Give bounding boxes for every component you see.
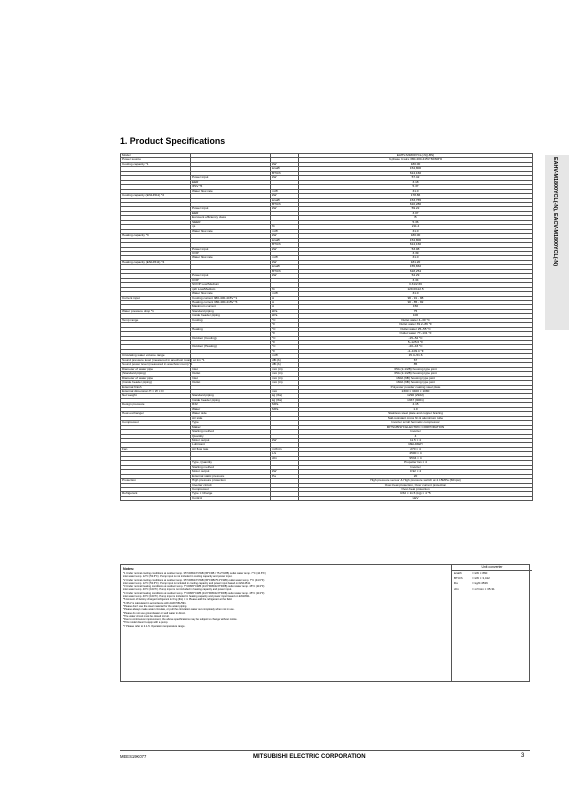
spec-value: Inverter scroll hermetic compressor [299,421,533,425]
notes-title: Notes: [123,567,135,571]
spec-item: High pressure protection [191,479,271,483]
spec-category: Refrigerant [121,492,191,496]
spec-unit: kW [271,207,299,211]
spec-unit: °F [271,341,299,345]
spec-item: EER [191,180,271,184]
spec-item: Inlet [191,367,271,371]
spec-value: 181.20 [299,260,533,264]
spec-unit: kcal/h [271,265,299,269]
spec-category: Diameter of water pipe [121,367,191,371]
spec-value: 1367 (3001) [299,398,533,402]
spec-item: Quantity [191,434,271,438]
spec-item: Inlet [191,376,271,380]
note-line: *Please always make water circulate, or pull the circulation water out completely when not in use. [123,608,235,612]
spec-item: Heating current 380-400-415V *3 [191,300,271,304]
spec-item: Motor output [191,470,271,474]
spec-value: Outlet water 4~30 °C [299,318,533,322]
spec-unit: kg (lbs) [271,394,299,398]
spec-value: 4.15 [299,403,533,407]
spec-value: 160A (6B) housing type joint [299,381,533,385]
note-line: *2 Under normal cooling conditions at outdoor temp. 35°CDB/24°CWB (95°FDB/75.2°FWB) outlet water temp. 7°C (44.6°F) [123,578,265,582]
spec-value: 53.08 [299,247,533,251]
spec-value: MITSUBISHI ELECTRIC CORPORATION [299,425,533,429]
note-line: inlet water temp. 12°C (53.6°F). Pump input is included in cooling capacity and power input based on EN14511. [123,581,251,585]
spec-item: Water [191,407,271,411]
spec-item: External static pressure [191,474,271,478]
spec-item: Power input [191,274,271,278]
spec-unit: % [271,287,299,291]
spec-value: 160A (6B) housing type joint [299,376,533,380]
spec-value: 31.0 [299,189,533,193]
spec-item: Water flow rate [191,229,271,233]
spec-value: Polyester powder coating steel plate [299,385,533,389]
notes-section [123,567,443,628]
spec-item: Cooling current 380-400-415V *1 [191,296,271,300]
spec-item: Eurovent efficiency class [191,216,271,220]
spec-value: Outlet water 25~55 °C [299,327,533,331]
spec-value: 15.4~51.6 [299,354,533,358]
spec-value: 90 - 85 - 82 [299,300,533,304]
spec-value: 1290 (2922) [299,394,533,398]
spec-value: 75 [299,309,533,313]
spec-item: Standard piping [191,394,271,398]
spec-value: 9534 × 4 [299,456,533,460]
spec-value: 5.37 [299,185,533,189]
spec-value: MEL46EH [299,443,533,447]
note-line: *This model doesn't equip with a pump. [123,621,169,625]
unit-formula: = kW × 3,412 [472,576,490,581]
spec-unit: kW [271,194,299,198]
spec-item: ηs [191,225,271,229]
spec-item: IPLV *6 [191,185,271,189]
spec-item: COP [191,278,271,282]
spec-item: SEER [191,220,271,224]
unit-formula: = kg/0.4536 [472,581,488,586]
spec-category: Circulating water volume range [121,354,191,358]
spec-item: Starting method [191,465,271,469]
spec-value: 153,765 [299,198,533,202]
spec-value: Inverter [299,465,533,469]
unit-converter-row [452,587,532,592]
spec-unit: kW [271,247,299,251]
spec-category: External finish [121,385,191,389]
spec-unit: kcal/h [271,198,299,202]
spec-value: 54.29 [299,274,533,278]
note-line: *4 Under normal heating conditions at outdoor temp. 7°CDB/6°CWB (44.6°FDB/42.8°FWB) outlet water temp. 45°C (113°F) [123,591,265,595]
spec-value: 5~125.6 °F [299,341,533,345]
spec-category: Temp range [121,318,191,322]
spec-value: 65A (2-1/2B) housing type joint [299,367,533,371]
spec-value: Outlet water 39.2~86 °F [299,323,533,327]
spec-unit: °F [271,349,299,353]
spec-unit: mm (in) [271,381,299,385]
note-line: *1 Under normal cooling conditions at outdoor temp. 35°CDB/24°CWB (95°FDB / 75.2°FWB) outlet water temp. 7°C (44.6°F) [123,572,266,575]
spec-item: Motor output [191,439,271,443]
spec-value: 3.07 [299,211,533,215]
unit-converter-rows [452,571,532,592]
spec-category: Compressor [121,421,191,425]
spec-unit: % [271,225,299,229]
spec-item: Type [191,421,271,425]
spec-value: 96 - 91 - 88 [299,296,533,300]
spec-unit: mm (in) [271,372,299,376]
spec-value: 85 [299,363,533,367]
note-line: *6 IPLV is calculated in accordance with AHRI 551/591. [123,601,187,605]
spec-unit: kW [271,162,299,166]
spec-category: Current input [121,296,191,300]
spec-category: Sound power level (measured in anechoic room) *1 [122,362,193,367]
spec-category: Diameter of water pipe [121,376,191,380]
spec-value: 610,280 [299,202,533,206]
note-line: *5 Amount of factory-charged refrigerant is 0 kg (lbs) × 4. Please add the refrigerant at the field. [123,598,233,602]
spec-category: (Standard piping) [121,372,191,376]
spec-value: 3.34 [299,278,533,282]
spec-item: Outlet [191,381,271,385]
spec-unit: °F [271,332,299,336]
spec-unit: cfm [271,456,299,460]
spec-item: Water flow rate [191,292,271,296]
spec-item: Inverter circuit [191,483,271,487]
spec-item: Power input [191,207,271,211]
spec-value: EAHV-M1800YCL(-N)(-BS) [299,154,533,158]
note-line: inlet water temp. 40°C (104°F). Pump input is not included in heating capacity and power input. [123,588,232,592]
spec-value: 150 [299,305,533,309]
spec-category: Cooling capacity (EN14511) *2 [121,194,191,198]
note-line: *7 Please refer to 2.1-5. Operation temperature range. [123,624,186,628]
spec-category: Protection [121,479,191,483]
spec-value: 211.4 [299,225,533,229]
spec-unit: mm [271,390,299,394]
spec-category: (Inside header piping) [121,381,191,385]
spec-category: Fan [121,447,191,451]
spec-unit: dB (A) [271,358,299,362]
note-line: *Due to continuous improvement, the above specifications may be subject to change without notice. [123,618,238,622]
unit-name: kcal/h [454,571,462,575]
spec-unit: m³/min [271,447,299,451]
spec-value: LEV [299,496,533,500]
page-number: 3 [521,753,525,759]
spec-value: 4 [299,434,533,438]
spec-value: -20~43 °C [299,345,533,349]
spec-value: 180.00 [299,234,533,238]
spec-category: Net weight [121,394,191,398]
spec-category: Heating capacity (EN14511) *4 [121,260,191,264]
page-title: 1. Product Specifications [120,136,226,146]
spec-value: 2300 × 3400 × 1080 [299,390,533,394]
spec-value: High pressure sensor & High pressure switch at 4.15MPa (601psi) [299,479,533,483]
spec-item: Water flow rate [191,256,271,260]
notes-list [123,572,443,628]
spec-value: 59.22 [299,207,533,211]
unit-name: cfm [454,586,459,591]
spec-value: Over-heat protection, Over current protection [299,483,533,487]
unit-name: lbs [454,581,458,586]
spec-value: Stainless steel plate and copper brazing [299,412,533,416]
spec-category: Sound pressure level (measured in anechoic room) at 1m *1 [122,357,205,362]
spec-item: Compressor [191,487,271,491]
spec-item: Maximum current [191,305,271,309]
spec-item: Water side [191,412,271,416]
company-name: MITSUBISHI ELECTRIC CORPORATION [253,754,366,760]
unit-converter [451,565,532,681]
spec-unit: BTU/h [271,171,299,175]
spec-value: 3.31/2.66 [299,283,533,287]
spec-item: COP [191,251,271,255]
spec-item: Inside header piping [191,314,271,318]
note-line: *3 Under normal heating conditions at outdoor temp. 7°CDB/6°CWB (44.6°FDB/42.8°FWB) outlet water temp. 45°C (113°F) [123,585,265,589]
spec-item: Control [191,496,271,500]
spec-unit: kW [271,439,299,443]
spec-category: Cooling capacity *1 [121,162,191,166]
spec-value: 1.0 [299,407,533,411]
spec-unit: m³/h [271,292,299,296]
spec-value: 180.00 [299,162,533,166]
spec-value: 4500 × 4 [299,452,533,456]
spec-value: 3.39 [299,251,533,255]
spec-item: Air side [191,416,271,420]
note-line: *The water circuit must be closed circuit. [123,614,170,618]
spec-unit: kg (lbs) [271,398,299,402]
spec-value: 5.36 [299,220,533,224]
spec-value: Over-heat protection [299,487,533,491]
spec-value: 154,800 [299,238,533,242]
spec-item: Heating [191,327,271,331]
spec-item: Power input [191,176,271,180]
spec-unit: °C [271,345,299,349]
spec-unit [271,496,299,500]
spec-unit: m³/h [271,189,299,193]
spec-value: 31.0 [299,229,533,233]
spec-unit: m³/h [271,354,299,358]
spec-unit: m³/h [271,229,299,233]
spec-item: Air flow rate [191,447,271,451]
spec-item: Starting method [191,430,271,434]
spec-table [120,153,533,501]
spec-item: Type × Charge [191,492,271,496]
spec-value: 65A (2-1/2B) housing type joint [299,372,533,376]
spec-unit: °C [271,318,299,322]
spec-item: Power input [191,247,271,251]
note-line: inlet water temp. 40°C (104°F). Pump input is included in heating capacity and power input based on EN14511. [123,595,251,599]
side-tab-label: EAHV-M1800YCL(-N), EACV-M1800YCL(-N) [552,157,558,267]
footer-divider [120,750,530,751]
spec-item: ηsh Low/Medium [191,287,271,291]
notes-box [120,564,530,682]
spec-unit: kW [271,274,299,278]
note-line: *Please don't use the steel material for the water piping. [123,604,188,608]
spec-item: Inside header piping [191,398,271,402]
spec-category: Power source [121,158,191,162]
spec-category: Heating capacity *3 [121,234,191,238]
spec-item: EER [191,211,271,215]
spec-category: Design pressure [121,403,191,407]
spec-value: 31.0 [299,256,533,260]
spec-unit: mm (in) [271,376,299,380]
spec-value: 3.18 [299,180,533,184]
spec-unit: BTU/h [271,243,299,247]
spec-unit: A [271,305,299,309]
spec-unit: kcal/h [271,238,299,242]
spec-item: Water flow rate [191,189,271,193]
spec-item: Type, Quantity [191,461,271,465]
spec-value: 618,254 [299,269,533,273]
spec-unit: BTU/h [271,202,299,206]
spec-value: 31.0 [299,292,533,296]
spec-unit: kcal/h [271,167,299,171]
spec-unit: L/s [271,452,299,456]
spec-category: Water pressure drop *1 [121,309,191,313]
spec-value: 11.5 × 4 [299,439,533,443]
spec-value: 270 × 4 [299,447,533,451]
spec-value: 57.42 [299,176,533,180]
spec-unit: m³/h [271,256,299,260]
spec-item: Standard piping [191,309,271,313]
spec-value: 20 [299,474,533,478]
unit-converter-title: Unit converter [452,565,532,571]
unit-formula: = m³/min × 35.31 [472,586,495,591]
spec-unit: kW [271,176,299,180]
spec-item: Outdoor (Cooling) [191,336,271,340]
spec-category: Heat exchanger [121,412,191,416]
spec-value: 3-phase 4-wire 380-400-415V 50/60Hz [299,158,533,162]
spec-category: External dimension H × W × D [121,390,191,394]
unit-formula: = kW × 860 [472,571,488,575]
spec-category [121,496,191,500]
spec-unit: A [271,300,299,304]
spec-unit: MPa [271,407,299,411]
spec-value: 100 [299,314,533,318]
spec-unit: °F [271,323,299,327]
spec-item: Outlet [191,372,271,376]
spec-item: R32 [191,403,271,407]
spec-row [121,496,533,500]
spec-item: Outdoor (Heating) [191,345,271,349]
spec-value: Salt-resistant cross fin & aluminium tube [299,416,533,420]
spec-table-body [121,154,533,501]
spec-value: 129.0/112.5 [299,287,533,291]
spec-item: Cooling [191,318,271,322]
note-line: *Please do not use groundwater or well water in direct. [123,611,186,615]
note-line: inlet water temp. 12°C (53.6°F). Pump input is not included in cooling capacity and power input. [123,575,233,579]
spec-value: 614,160 [299,171,533,175]
spec-unit: kW [271,470,299,474]
spec-category: Model [121,154,191,158]
spec-unit: °C [271,327,299,331]
spec-value: 154,800 [299,167,533,171]
spec-value: 67 [299,358,533,362]
spec-unit: MPa [271,403,299,407]
spec-item: Lubricant [191,443,271,447]
spec-unit: mm (in) [271,367,299,371]
spec-unit: kW [271,234,299,238]
spec-item: Maker [191,425,271,429]
spec-unit: kPa [271,314,299,318]
spec-value: Propeller fan × 4 [299,461,533,465]
document-code: MEES19K077 [120,754,147,759]
spec-item: SCOP Low/Medium [191,283,271,287]
unit-name: BTU/h [454,576,463,581]
spec-value: 178.86 [299,194,533,198]
spec-value: 0.92 × 4 [299,470,533,474]
spec-value: Outlet water 77~131 °F [299,332,533,336]
spec-value: Inverter [299,430,533,434]
spec-unit: kPa [271,309,299,313]
spec-unit: dB (A) [271,363,299,367]
spec-value: R32 × 11.5 (kg) × 4 *5 [299,492,533,496]
spec-value: B [299,216,533,220]
spec-unit: BTU/h [271,269,299,273]
spec-unit: A [271,296,299,300]
spec-value: -4~109.4 °F [299,349,533,353]
spec-unit: Pa [271,474,299,478]
spec-value: -15~52 °C [299,336,533,340]
spec-value: 155,832 [299,265,533,269]
spec-unit: kW [271,260,299,264]
spec-value: 614,160 [299,243,533,247]
spec-unit: °C [271,336,299,340]
